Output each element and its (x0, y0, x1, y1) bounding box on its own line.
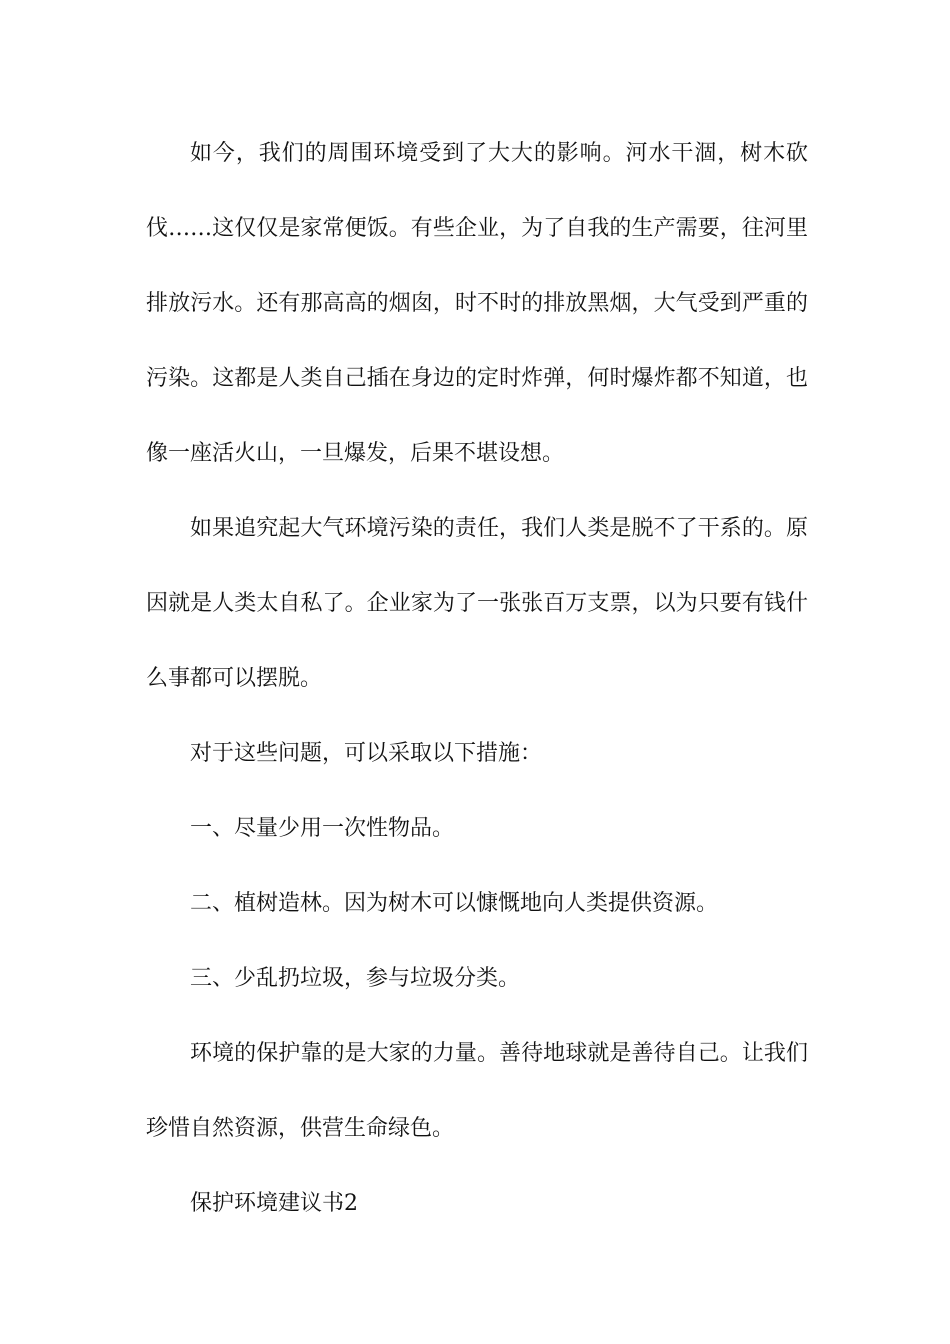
paragraph-environment-impact: 如今，我们的周围环境受到了大大的影响。河水干涸，树木砍伐……这仅仅是家常便饭。有些企业，为了自我的生产需要，往河里排放污水。还有那高高的烟囱，时不时的排放黑烟，大气受到严重的污染。这都是人类自己插在身边的定时炸弹，何时爆炸都不知道，也像一座活火山，一旦爆发，后果不堪设想。 (146, 141, 808, 466)
section-heading-proposal-2: 保护环境建议书2 (190, 1191, 358, 1216)
list-item-measure-3: 三、少乱扔垃圾，参与垃圾分类。 (190, 966, 521, 991)
paragraph-responsibility: 如果追究起大气环境污染的责任，我们人类是脱不了干系的。原因就是人类太自私了。企业家为了一张张百万支票，以为只要有钱什么事都可以摆脱。 (146, 516, 808, 691)
paragraph-conclusion: 环境的保护靠的是大家的力量。善待地球就是善待自己。让我们珍惜自然资源，供营生命绿色。 (146, 1041, 808, 1141)
list-item-measure-1: 一、尽量少用一次性物品。 (190, 816, 455, 841)
paragraph-measures-intro: 对于这些问题，可以采取以下措施： (190, 741, 543, 766)
list-item-measure-2: 二、植树造林。因为树木可以慷慨地向人类提供资源。 (190, 891, 719, 916)
